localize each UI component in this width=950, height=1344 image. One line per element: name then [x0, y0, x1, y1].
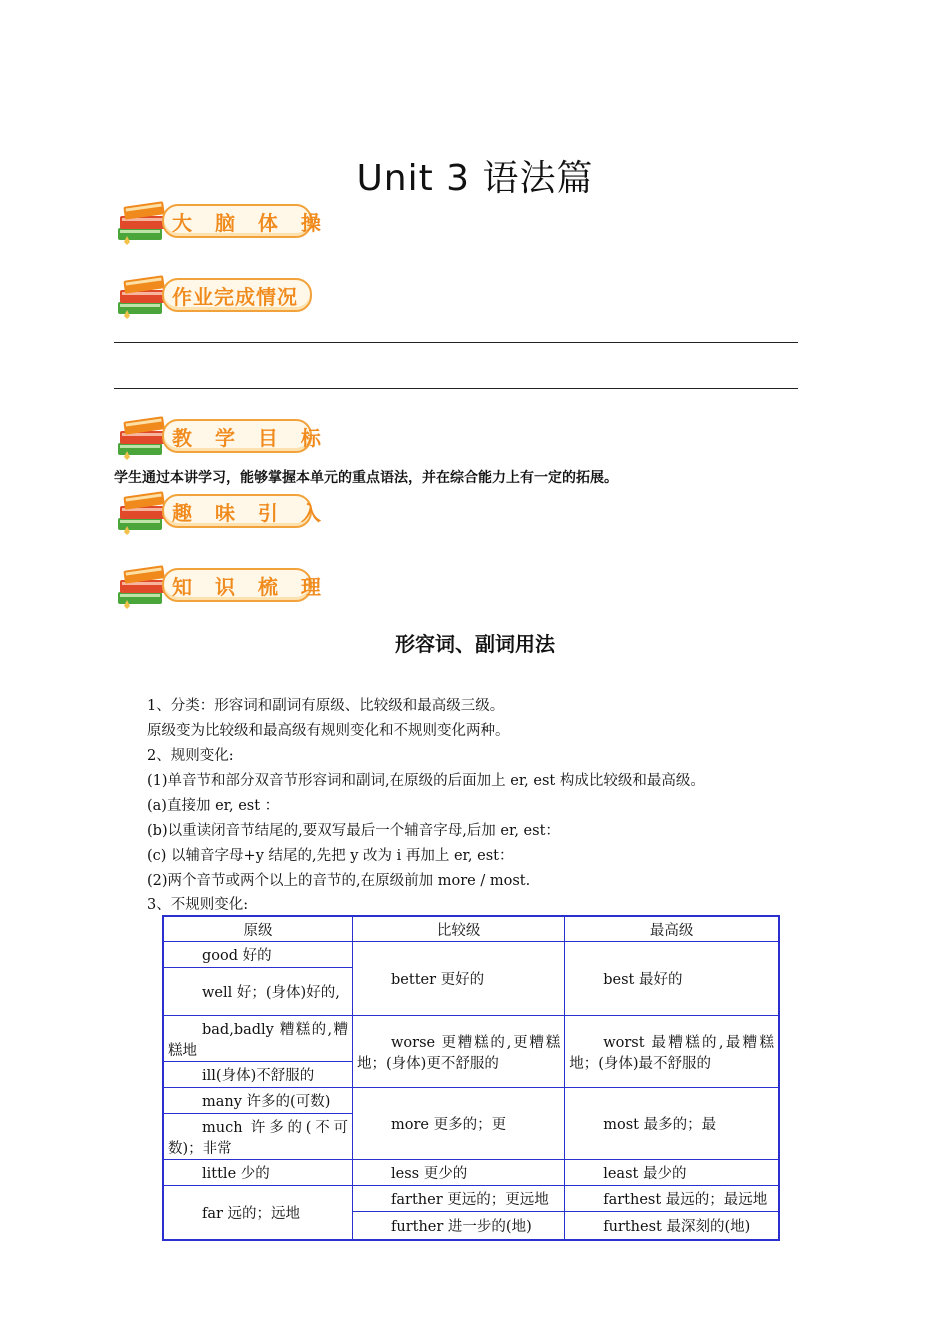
cell-much: much 许多的(不可数)；非常 [163, 1114, 353, 1160]
cell-least: least 最少的 [565, 1160, 779, 1186]
banner-homework-status [114, 272, 314, 322]
cell-most: most 最多的；最 [565, 1088, 779, 1160]
cell-more: more 更多的；更 [353, 1088, 565, 1160]
paragraph: 原级变为比较级和最高级有规则变化和不规则变化两种。 [147, 723, 510, 739]
cell-furthest: furthest 最深刻的(地) [565, 1212, 779, 1240]
cell-less: less 更少的 [353, 1160, 565, 1186]
paragraph: (a)直接加 er, est ： [147, 798, 280, 814]
paragraph: 3、不规则变化: [147, 897, 249, 913]
banner-teaching-goals [114, 413, 329, 463]
page-title: Unit 3 语法篇 [356, 158, 594, 199]
cell-farthest: farthest 最远的；最远地 [565, 1186, 779, 1212]
header-superlative: 最高级 [565, 916, 779, 942]
cell-further: further 进一步的(地) [353, 1212, 565, 1240]
table-header-row [163, 916, 779, 942]
table-row [163, 1186, 779, 1212]
cell-worse: worse 更糟糕的,更糟糕地；(身体)更不舒服的 [353, 1016, 565, 1088]
cell-good: good 好的 [163, 942, 353, 968]
table-row [163, 1088, 779, 1114]
banner-fun-intro [114, 488, 329, 538]
paragraph: 2、规则变化: [147, 748, 234, 764]
paragraph: (2)两个音节或两个以上的音节的,在原级前加 more / most. [147, 873, 531, 889]
banner-label: 大 脑 体 操 [172, 211, 329, 235]
banner-brain-exercise [114, 198, 329, 248]
teaching-objective: 学生通过本讲学习，能够掌握本单元的重点语法，并在综合能力上有一定的拓展。 [114, 470, 618, 486]
cell-far: far 远的；远地 [163, 1186, 353, 1240]
paragraph: (1)单音节和部分双音节形容词和副词,在原级的后面加上 er, est 构成比较级和最高级。 [147, 773, 705, 789]
paragraph: (c) 以辅音字母+y 结尾的,先把 y 改为 i 再加上 er, est： [147, 848, 514, 864]
answer-line [114, 388, 798, 389]
answer-line [114, 342, 798, 343]
header-positive: 原级 [163, 916, 353, 942]
cell-worst: worst 最糟糕的,最糟糕地；(身体)最不舒服的 [565, 1016, 779, 1088]
banner-label: 趣 味 引 入 [172, 501, 329, 525]
cell-farther: farther 更远的；更远地 [353, 1186, 565, 1212]
paragraph: 1、分类：形容词和副词有原级、比较级和最高级三级。 [147, 698, 505, 714]
banner-label: 教 学 目 标 [172, 426, 329, 450]
banner-knowledge-review [114, 562, 329, 612]
cell-best: best 最好的 [565, 942, 779, 1016]
banner-label: 作业完成情况 [172, 285, 298, 309]
section-title: 形容词、副词用法 [395, 632, 555, 656]
table-row [163, 942, 779, 968]
cell-many: many 许多的(可数) [163, 1088, 353, 1114]
cell-bad: bad,badly 糟糕的,糟糕地 [163, 1016, 353, 1062]
cell-little: little 少的 [163, 1160, 353, 1186]
cell-better: better 更好的 [353, 942, 565, 1016]
cell-ill: ill(身体)不舒服的 [163, 1062, 353, 1088]
table-row [163, 1160, 779, 1186]
table-row [163, 1016, 779, 1062]
irregular-comparison-table [162, 915, 780, 1241]
header-comparative: 比较级 [353, 916, 565, 942]
banner-label: 知 识 梳 理 [172, 575, 329, 599]
cell-well: well 好；(身体)好的, [163, 968, 353, 1016]
paragraph: (b)以重读闭音节结尾的,要双写最后一个辅音字母,后加 er, est： [147, 823, 560, 839]
